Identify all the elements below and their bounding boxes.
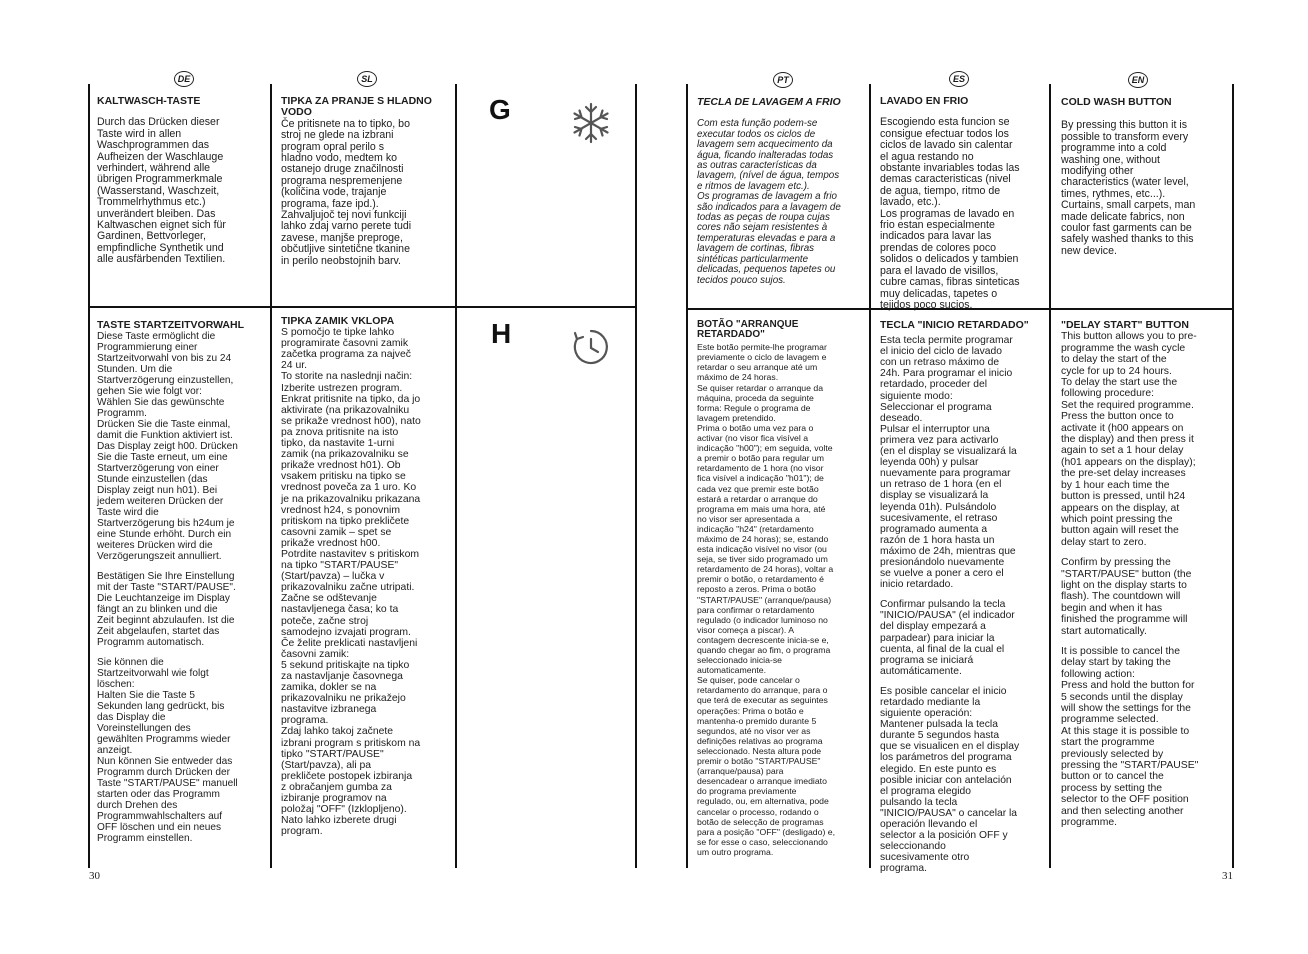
es-cold-wash-title: LAVADO EN FRIO — [880, 95, 969, 107]
pt-cold-wash-title: TECLA DE LAVAGEM A FRIO — [697, 96, 841, 108]
es-delay-text-2: Confirmar pulsando la tecla "INICIO/PAUSA" (el indicador del display empezará a parpadear) para iniciar la cuenta, al final de la cual el programa se iniciará automáticamente. — [880, 599, 1015, 677]
column-divider — [1232, 84, 1234, 868]
column-divider — [635, 84, 637, 868]
pt-delay-text: Este botão permite-lhe programar previamente o ciclo de lavagem e retardar o seu arranque até um máximo de 24 horas. Se quiser retardar o arranque da máquina, proceda da seguinte forma: Regule o programa de lavagem pretendido. Prima o botão uma vez para o activar (no visor fica visível a indicação "h00"); em seguida, volte a premir o botão para regular um retardamento de 1 hora (no visor fica visível a indicação "h01"); de cada vez que premir este botão estará a retardar o arranque do programa em mais uma hora, até no visor ser apresentada a indicação "h24" (retardamento máximo de 24 horas); se, estando esta indicação visível no visor (ou seja, se tiver sido programado um retardamento de 24 horas), voltar a premir o botão, o retardamento é reposto a zeros. Prima o botão "START/PAUSE" (arranque/pausa) para confirmar o retardamento regulado (o indicador luminoso no visor começa a piscar). A contagem decrescente inicia-se e, quando chegar ao fim, o programa seleccionado inicia-se automaticamente. Se quiser, pode cancelar o retardamento do arranque, para o que terá de executar as seguintes operações: Prima o botão e mantenha-o premido durante 5 segundos, até no visor ver as definições relativas ao programa seleccionado. Nesta altura pode premir o botão "START/PAUSE" (arranque/pausa) para desencadear o arranque imediato do programa previamente regulado, ou, em alternativa, pode cancelar o processo, rodando o botão de selecção de programas para a posição "OFF" (desligado) e, se for esse o caso, seleccionando um outro programa. — [697, 342, 835, 857]
es-delay-text-3: Es posible cancelar el inicio retardado mediante la siguiente operación: Mantener pulsada la tecla durante 5 segundos hasta que se visualicen en el display los parámetros del programa elegido. En este punto es posible iniciar con antelación el programa elegido pulsando la tecla "INICIO/PAUSA" o cancelar la operación llevando el selector a la posición OFF y seleccionando sucesivamente otro programa. — [880, 685, 1020, 875]
right-page — [654, 0, 1308, 954]
lang-badge-es: ES — [949, 71, 969, 87]
section-letter-h: H — [491, 318, 512, 349]
pt-cold-wash-text: Com esta função podem-se executar todos os ciclos de lavagem sem acquecimento da água, ficando inalteradas todas as outras características da lavagem, (nível de água, tempos e ritmos de lavagem etc.). Os programas de lavagem a frio são indicados para a lavagem de todas as peças de roupa cujas cores não sejam resistentes à temperaturas elevadas e para a lavagem de cortinas, fibras sintéticas particularmente delicadas, pequenos tapetes ou tecidos pouco sujos. — [697, 118, 841, 286]
sl-delay-title: TIPKA ZAMIK VKLOPA — [281, 315, 395, 327]
sl-cold-wash-text: Če pritisnete na to tipko, bo stroj ne glede na izbrani program opral perilo s hladno vodo, medtem ko ostanejo druge značilnosti programa nespremenjene (količina vode, trajanje programa, faze ipd.). Zahvaljujoč tej novi funkciji lahko zdaj varno perete tudi zavese, manjše preproge, občutljive sintetične tkanine in perilo neobstojnih barv. — [281, 117, 412, 267]
en-cold-wash-title: COLD WASH BUTTON — [1061, 96, 1172, 108]
en-delay-title: "DELAY START" BUTTON — [1061, 319, 1189, 331]
pt-cold-wash-section — [697, 97, 867, 295]
en-delay-text-1: This button allows you to pre- programme the wash cycle to delay the start of the cycle for up to 24 hours. To delay the start use the following procedure: Set the required programme. Press the button once to activate it (h00 appears on the display) and then press it again to set a 1 hour delay (h01 appears on the display); the pre-set delay increases by 1 hour each time the button is pressed, until h24 appears on the display, at which point pressing the button again will reset the delay start to zero. — [1061, 331, 1197, 548]
section-letter-g: G — [489, 94, 511, 125]
column-divider — [88, 84, 90, 868]
es-delay-title: TECLA "INICIO RETARDADO" — [880, 319, 1029, 331]
de-delay-text-1: Diese Taste ermöglicht die Programmierung einer Startzeitvorwahl von bis zu 24 Stunden. Um die Startverzögerung einzustellen, gehen Sie wie folgt vor: Wählen Sie das gewünschte Programm. Drücken Sie die Taste einmal, damit die Funktion aktiviert ist. Das Display zeigt h00. Drücken Sie die Taste erneut, um eine Startverzögerung von einer Stunde einzustellen (das Display zeigt nun h01). Bei jedem weiteren Drücken der Taste wird die Startverzögerung bis h24um je eine Stunde erhöht. Durch ein weiteres Drücken wird die Verzögerungszeit annulliert. — [97, 331, 238, 562]
en-delay-text-3: It is possible to cancel the delay start by taking the following action: Press and hold the button for 5 seconds until the display will show the settings for the programme selected. At this stage it is possible to start the programme previously selected by pressing the "START/PAUSE" button or to cancel the process by setting the selector to the OFF position and then selecting another programme. — [1061, 645, 1199, 829]
column-divider — [686, 84, 688, 868]
lang-badge-pt: PT — [773, 72, 793, 88]
lang-badge-sl: SL — [357, 71, 377, 87]
column-divider — [270, 84, 272, 868]
es-cold-wash-text: Escogiendo esta funcion se consigue efectuar todos los ciclos de lavado sin calentar el agua restando no obstante invariables todas las demas caracteristicas (nivel de agua, tiempo, ritmo de lavado, etc.). Los programas de lavado en frio estan especialmente indicados para lavar las prendas de colores poco solidos o delicados y tambien para el lavado de visillos, cubre camas, fibras sinteticas muy delicadas, tapetes o tejidos poco sucios. — [880, 116, 1020, 311]
en-cold-wash-text: By pressing this button it is possible to transform every programme into a cold washing one, without modifying other characteristics (water level, times, rythmes, etc...). Curtains, small carpets, man made delicate fabrics, non coulor fast garments can be safely washed thanks to this new device. — [1061, 119, 1196, 257]
es-cold-wash-section — [880, 96, 1048, 320]
de-delay-title: TASTE STARTZEITVORWAHL — [97, 319, 244, 331]
de-cold-wash-section — [97, 96, 265, 275]
column-divider — [869, 84, 871, 868]
es-delay-section — [880, 320, 1048, 884]
sl-cold-wash-title: TIPKA ZA PRANJE S HLADNO VODO — [281, 95, 432, 119]
pt-delay-section — [697, 320, 867, 866]
delay-clock-icon — [571, 327, 611, 367]
en-delay-text-2: Confirm by pressing the "START/PAUSE" button (the light on the display starts to flash). The countdown will begin and when it has finished the programme will start automatically. — [1061, 557, 1192, 637]
sl-cold-wash-section — [281, 96, 451, 276]
lang-badge-en: EN — [1128, 72, 1148, 88]
column-divider — [1049, 84, 1051, 868]
de-cold-wash-title: KALTWASCH-TASTE — [97, 95, 201, 107]
page-number-right: 31 — [1222, 870, 1233, 882]
column-divider — [455, 84, 457, 868]
de-delay-section — [97, 320, 265, 853]
lang-badge-de: DE — [174, 71, 194, 87]
page-number-left: 30 — [89, 870, 100, 882]
sl-delay-section — [281, 316, 451, 846]
es-delay-text-1: Esta tecla permite programar el inicio del ciclo de lavado con un retraso máximo de 24h. Para programar el inicio retardado, proceder del siguiente modo: Seleccionar el programa deseado. Pulsar el interruptor una primera vez para activarlo (en el display se visualizará la leyenda 00h) y pulsar nuevamente para programar un retraso de 1 hora (en el display se visualizará la leyenda 01h). Pulsándolo sucesivamente, el retraso programado aumenta a razón de 1 hora hasta un máximo de 24h, mientras que presionándolo nuevamente se vuelve a poner a cero el inicio retardado. — [880, 335, 1017, 591]
en-cold-wash-section — [1061, 97, 1229, 266]
snowflake-icon — [569, 101, 613, 145]
sl-delay-text: S pomočjo te tipke lahko programirate časovni zamik začetka programa za največ 24 ur. To storite na naslednji način: Izberite ustrezen program. Enkrat pritisnite na tipko, da jo aktivirate (na prikazovalniku se prikaže vrednost h00), nato pa znova pritisnite na isto tipko, da nastavite 1-urni zamik (na prikazovalniku se prikaže vrednost h01). Ob vsakem pritisku na tipko se vrednost poveča za 1 uro. Ko je na prikazovalniku prikazana vrednost h24, s ponovnim pritiskom na tipko prekličete casovni zamik – spet se prikaže vrednost h00. Potrdite nastavitev s pritiskom na tipko "START/PAUSE" (Start/pavza) – lučka v prikazovalniku začne utripati. Začne se odštevanje nastavljenega časa; ko ta poteče, začne stroj samodejno izvajati program. Če želite preklicati nastavljeni časovni zamik: 5 sekund pritiskajte na tipko za nastavljanje časovnega zamika, dokler se na prikazovalniku ne prikažejo nastavitve izbranega programa. Zdaj lahko takoj začnete izbrani program s pritiskom na tipko "START/PAUSE" (Start/pavza), ali pa prekličete postopek izbiranja z obračanjem gumba za izbiranje programov na položaj "OFF" (Izklopljeno). Nato lahko izberete drugi program. — [281, 327, 421, 838]
en-delay-section — [1061, 320, 1229, 837]
de-delay-text-2: Bestätigen Sie Ihre Einstellung mit der Taste "START/PAUSE". Die Leuchtanzeige im Display fängt an zu blinken und die Zeit beginnt abzulaufen. Ist die Zeit abgelaufen, startet das Programm automatisch. — [97, 571, 236, 648]
de-delay-text-3: Sie können die Startzeitvorwahl wie folgt löschen: Halten Sie die Taste 5 Sekunden lang gedrückt, bis das Display die Voreinstellungen des gewählten Programms wieder anzeigt. Nun können Sie entweder das Programm durch Drücken der Taste "START/PAUSE" manuell starten oder das Programm durch Drehen des Programmwahlschalters auf OFF löschen und ein neues Programm einstellen. — [97, 657, 238, 844]
row-divider — [88, 306, 637, 308]
pt-delay-title: BOTÃO "ARRANQUE RETARDADO" — [697, 319, 799, 341]
de-cold-wash-text: Durch das Drücken dieser Taste wird in allen Waschprogrammen das Aufheizen der Waschlauge verhindert, während alle übrigen Programmerkmale (Wasserstand, Waschzeit, Trommelrhythmus etc.) unverändert bleiben. Das Kaltwaschen eignet sich für Gardinen, Bettvorleger, empfindliche Synthetik und alle ausfärbenden Textilien. — [97, 116, 226, 266]
